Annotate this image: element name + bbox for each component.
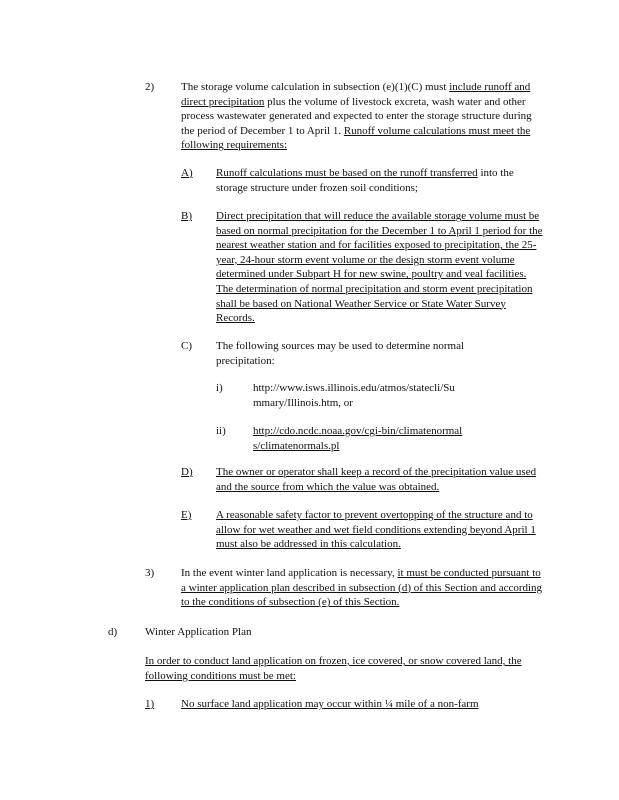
item-E-paragraph <box>216 508 544 552</box>
text-run: http://www.isws.illinois.edu/atmos/statecli/Summary/Illinois.htm, or <box>253 382 455 409</box>
text-run: plus the volume of livestock excreta, wash water and other process wastewater generated and expected to enter the storage structure during the period of December 1 to April 1. <box>181 95 532 137</box>
item-2-number: 2) <box>145 81 155 93</box>
item-C-number: C) <box>181 340 192 352</box>
text-run: http://cdo.ncdc.noaa.gov/cgi-bin/climatenormals/climatenormals.pl <box>253 425 463 452</box>
text-run: In order to conduct land application on frozen, ice covered, or snow covered land, the following conditions must be met: <box>145 655 522 682</box>
item-1-number: 1) <box>145 698 155 710</box>
text-run: Runoff volume calculations must meet the following requirements: <box>181 124 531 152</box>
item-d-heading <box>145 625 445 640</box>
text-run: A reasonable safety factor to prevent overtopping of the structure and to allow for wet weather and wet field conditions extending beyond April 1 must also be addressed in this calculation. <box>216 509 536 551</box>
text-run: it must be conducted pursuant to a winter application plan described in subsection (d) of this Section and according to the conditions of subsection (e) of this Section. <box>181 567 543 609</box>
text-run: into the storage structure under frozen soil conditions; <box>216 167 514 194</box>
item-D-paragraph <box>216 465 544 494</box>
text-run: Direct precipitation that will reduce the available storage volume must be based on normal precipitation for the December 1 to April 1 period for the nearest weather station and for facilities exposed to precipitation, the 25-year, 24-hour storm event volume or the design storm event volume determined under Subpart H for new swine, poultry and veal facilities. The determination of normal precipitation and storm event precipitation shall be based on National Weather Service or State Water Survey Records. <box>216 210 543 325</box>
item-3-number: 3) <box>145 567 155 579</box>
text-run: In the event winter land application is necessary, <box>181 567 398 579</box>
item-D-number: D) <box>181 466 193 478</box>
winter-plan-intro <box>145 654 543 683</box>
item-3-paragraph <box>181 566 543 610</box>
item-1-paragraph <box>181 697 543 712</box>
text-run: No surface land application may occur within ¼ mile of a non-farm <box>181 698 479 710</box>
item-B-paragraph <box>216 209 544 326</box>
text-run: The storage volume calculation in subsection (e)(1)(C) must <box>181 81 450 93</box>
text-run: Winter Application Plan <box>145 626 252 638</box>
item-C-paragraph <box>216 339 516 368</box>
text-run: include runoff and direct precipitation <box>181 81 531 108</box>
text-run: The owner or operator shall keep a record of the precipitation value used and the source from which the value was obtained. <box>216 466 537 493</box>
item-A-paragraph <box>216 166 544 195</box>
text-run: The following sources may be used to determine normal precipitation: <box>216 340 465 367</box>
text-run: Runoff calculations must be based on the runoff transferred <box>216 167 478 179</box>
item-E-number: E) <box>181 509 192 521</box>
item-2-paragraph <box>181 80 543 153</box>
item-A-number: A) <box>181 167 193 179</box>
item-d-number: d) <box>108 626 118 638</box>
item-C-i-link[interactable] <box>253 381 463 410</box>
item-B-number: B) <box>181 210 192 222</box>
item-C-ii-link[interactable] <box>253 424 463 453</box>
item-C-ii-number: ii) <box>216 425 226 437</box>
item-C-i-number: i) <box>216 382 223 394</box>
